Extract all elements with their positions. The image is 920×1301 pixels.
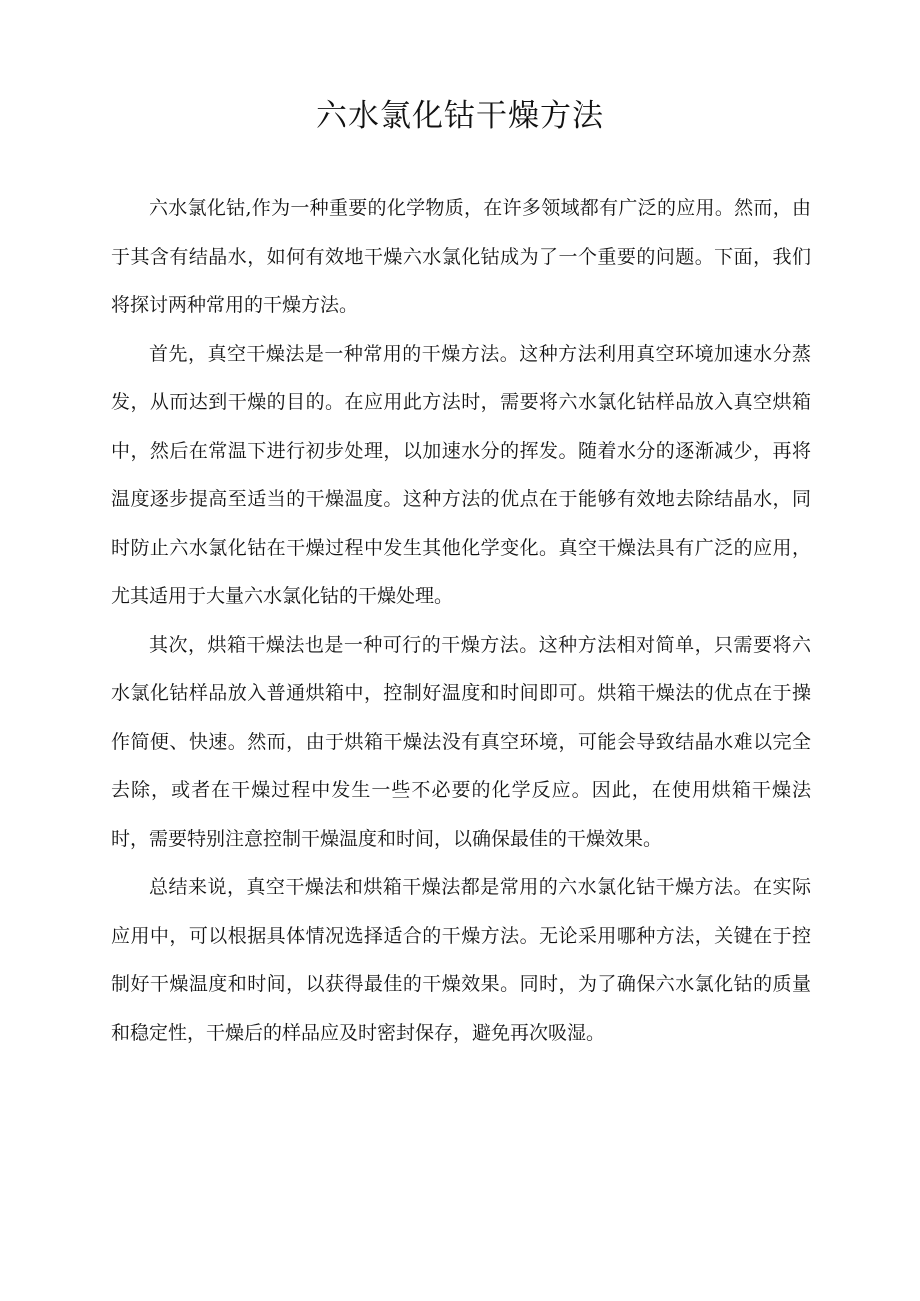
document-title: 六水氯化钴干燥方法 — [316, 98, 604, 134]
paragraph-vacuum-drying: 首先，真空干燥法是一种常用的干燥方法。这种方法利用真空环境加速水分蒸发，从而达到干燥的目的。在应用此方法时，需要将六水氯化钴样品放入真空烘箱中，然后在常温下进行初步处理，以加速水分的挥发。随着水分的逐渐减少，再将温度逐步提高至适当的干燥温度。这种方法的优点在于能够有效地去除结晶水，同时防止六水氯化钴在干燥过程中发生其他化学变化。真空干燥法具有广泛的应用，尤其适用于大量六水氯化钴的干燥处理。 — [111, 342, 811, 607]
paragraph-intro: 六水氯化钴,作为一种重要的化学物质，在许多领域都有广泛的应用。然而，由于其含有结晶水，如何有效地干燥六水氯化钴成为了一个重要的问题。下面，我们将探讨两种常用的干燥方法。 — [111, 197, 811, 316]
paragraph-summary: 总结来说，真空干燥法和烘箱干燥法都是常用的六水氯化钴干燥方法。在实际应用中，可以根据具体情况选择适合的干燥方法。无论采用哪种方法，关键在于控制好干燥温度和时间，以获得最佳的干燥效果。同时，为了确保六水氯化钴的质量和稳定性，干燥后的样品应及时密封保存，避免再次吸湿。 — [111, 876, 811, 1044]
document-body — [111, 184, 811, 1057]
paragraph-oven-drying: 其次，烘箱干燥法也是一种可行的干燥方法。这种方法相对简单，只需要将六水氯化钴样品放入普通烘箱中，控制好温度和时间即可。烘箱干燥法的优点在于操作简便、快速。然而，由于烘箱干燥法没有真空环境，可能会导致结晶水难以完全去除，或者在干燥过程中发生一些不必要的化学反应。因此，在使用烘箱干燥法时，需要特别注意控制干燥温度和时间，以确保最佳的干燥效果。 — [111, 633, 811, 850]
